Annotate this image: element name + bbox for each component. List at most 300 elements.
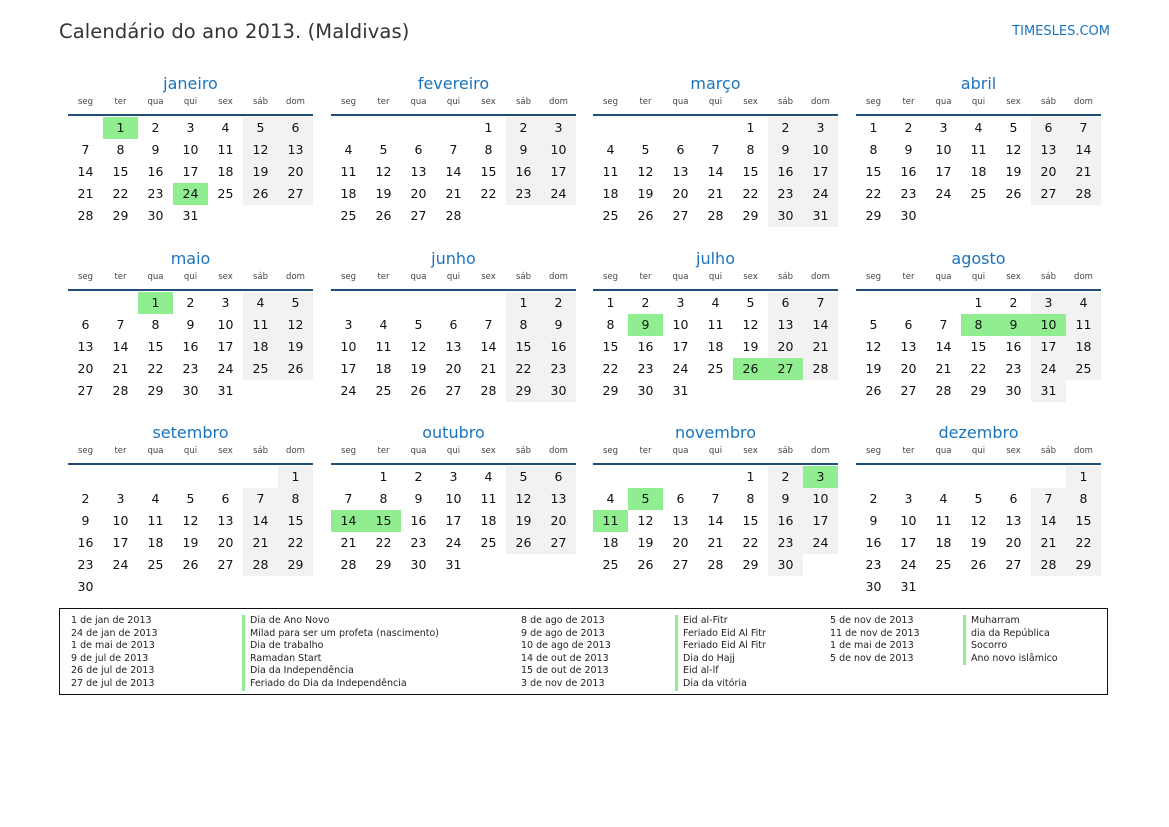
day-cell: 24	[112, 557, 129, 572]
day-cell: 25	[970, 186, 987, 201]
day-cell: 24	[935, 186, 952, 201]
day-cell: 17	[541, 161, 576, 183]
day-cell: 25	[1066, 358, 1101, 380]
days-grid	[68, 292, 313, 402]
month-name: junho	[431, 249, 476, 268]
month-name: novembro	[675, 423, 756, 442]
day-cell: 19	[637, 535, 654, 550]
weekday-label: seg	[602, 446, 619, 456]
day-cell: 17	[935, 164, 952, 179]
legend-holiday-name: Feriado Eid Al Fitr	[675, 628, 766, 641]
weekday-header	[68, 272, 313, 287]
day-cell: 29	[278, 554, 313, 576]
day-cell: 30	[768, 554, 803, 576]
holiday-day-cell: 5	[628, 488, 663, 510]
month-fevereiro	[331, 72, 576, 227]
day-cell: 5	[243, 117, 278, 139]
day-cell: 15	[480, 164, 497, 179]
day-cell: 1	[974, 295, 983, 310]
day-cell: 29	[1066, 554, 1101, 576]
day-cell: 6	[904, 317, 913, 332]
weekday-label: qui	[708, 446, 723, 456]
empty-cell	[593, 466, 628, 488]
day-cell: 27	[672, 208, 689, 223]
holiday-day-cell: 8	[961, 314, 996, 336]
day-cell: 13	[541, 488, 576, 510]
day-cell: 12	[637, 513, 654, 528]
weekday-label: sáb	[252, 446, 269, 456]
day-cell: 22	[375, 535, 392, 550]
empty-cell	[243, 466, 278, 488]
day-cell: 23	[768, 532, 803, 554]
day-cell: 1	[746, 120, 755, 135]
day-cell: 19	[970, 535, 987, 550]
day-cell: 5	[414, 317, 423, 332]
legend-date: 1 de mai de 2013	[830, 640, 914, 652]
day-cell: 20	[445, 361, 462, 376]
day-cell: 11	[707, 317, 724, 332]
day-cell: 5	[746, 295, 755, 310]
weekday-label: seg	[865, 272, 882, 282]
legend-holiday-name: Eid al-lf	[675, 665, 766, 678]
legend-date: 11 de nov de 2013	[830, 627, 920, 639]
weekday-label: qui	[183, 97, 198, 107]
day-cell: 20	[672, 535, 689, 550]
weekday-label: seg	[340, 97, 357, 107]
day-cell: 5	[1009, 120, 1018, 135]
empty-cell	[68, 466, 103, 488]
holiday-legend	[59, 608, 1108, 695]
weekday-label: ter	[639, 272, 652, 282]
day-cell: 30	[147, 208, 164, 223]
days-grid	[331, 292, 576, 402]
day-cell: 10	[217, 317, 234, 332]
day-cell: 30	[410, 557, 427, 572]
empty-cell	[663, 117, 698, 139]
header-rule	[593, 114, 838, 116]
day-cell: 2	[869, 491, 878, 506]
day-cell: 17	[182, 164, 199, 179]
day-cell: 9	[506, 139, 541, 161]
weekday-label: qui	[183, 446, 198, 456]
empty-cell	[366, 117, 401, 139]
day-cell: 15	[970, 339, 987, 354]
day-cell: 4	[243, 292, 278, 314]
day-cell: 28	[77, 208, 94, 223]
weekday-label: sáb	[1040, 446, 1057, 456]
day-cell: 27	[672, 557, 689, 572]
month-name: março	[690, 74, 741, 93]
day-cell: 19	[1005, 164, 1022, 179]
day-cell: 6	[676, 142, 685, 157]
day-cell: 14	[480, 339, 497, 354]
day-cell: 5	[278, 292, 313, 314]
day-cell: 4	[939, 491, 948, 506]
day-cell: 5	[869, 317, 878, 332]
day-cell: 12	[410, 339, 427, 354]
day-cell: 24	[340, 383, 357, 398]
day-cell: 9	[869, 513, 878, 528]
legend-holiday-name: Milad para ser um profeta (nascimento)	[242, 628, 439, 641]
day-cell: 15	[1066, 510, 1101, 532]
weekday-label: sex	[481, 446, 496, 456]
weekday-label: seg	[77, 446, 94, 456]
day-cell: 23	[410, 535, 427, 550]
weekday-label: ter	[377, 446, 390, 456]
day-cell: 15	[147, 339, 164, 354]
day-cell: 2	[768, 466, 803, 488]
empty-cell	[401, 117, 436, 139]
month-name: setembro	[152, 423, 229, 442]
weekday-label: qui	[446, 97, 461, 107]
empty-cell	[891, 466, 926, 488]
day-cell: 20	[1005, 535, 1022, 550]
empty-cell	[698, 117, 733, 139]
day-cell: 1	[506, 292, 541, 314]
day-cell: 6	[414, 142, 423, 157]
day-cell: 19	[410, 361, 427, 376]
day-cell: 1	[869, 120, 878, 135]
day-cell: 23	[77, 557, 94, 572]
day-cell: 7	[939, 317, 948, 332]
weekday-label: qua	[410, 272, 427, 282]
day-cell: 7	[484, 317, 493, 332]
legend-holiday-name: Dia de Ano Novo	[242, 615, 439, 628]
day-cell: 23	[900, 186, 917, 201]
day-cell: 26	[1005, 186, 1022, 201]
day-cell: 19	[637, 186, 654, 201]
day-cell: 29	[742, 557, 759, 572]
weekday-label: sáb	[252, 97, 269, 107]
month-name: dezembro	[938, 423, 1019, 442]
weekday-header	[856, 446, 1101, 461]
empty-cell	[663, 466, 698, 488]
weekday-label: sáb	[777, 97, 794, 107]
weekday-label: qui	[708, 97, 723, 107]
weekday-label: qui	[446, 446, 461, 456]
day-cell: 1	[746, 469, 755, 484]
day-cell: 8	[1066, 488, 1101, 510]
legend-date: 15 de out de 2013	[521, 665, 609, 677]
day-cell: 9	[768, 488, 803, 510]
weekday-label: dom	[286, 97, 305, 107]
weekday-label: dom	[1074, 272, 1093, 282]
day-cell: 9	[904, 142, 913, 157]
holiday-day-cell: 27	[768, 358, 803, 380]
legend-holiday-name: Dia do Hajj	[675, 653, 766, 666]
empty-cell	[628, 466, 663, 488]
day-cell: 31	[445, 557, 462, 572]
day-cell: 24	[1031, 358, 1066, 380]
holiday-day-cell: 11	[593, 510, 628, 532]
day-cell: 8	[484, 142, 493, 157]
weekday-label: ter	[902, 97, 915, 107]
day-cell: 10	[340, 339, 357, 354]
day-cell: 29	[375, 557, 392, 572]
header-rule	[593, 289, 838, 291]
day-cell: 26	[243, 183, 278, 205]
day-cell: 20	[672, 186, 689, 201]
day-cell: 30	[865, 579, 882, 594]
day-cell: 16	[77, 535, 94, 550]
day-cell: 4	[221, 120, 230, 135]
month-name: janeiro	[163, 74, 218, 93]
day-cell: 7	[81, 142, 90, 157]
day-cell: 5	[506, 466, 541, 488]
day-cell: 18	[480, 513, 497, 528]
month-name: outubro	[422, 423, 485, 442]
day-cell: 15	[112, 164, 129, 179]
day-cell: 2	[904, 120, 913, 135]
header-rule	[331, 114, 576, 116]
day-cell: 22	[147, 361, 164, 376]
day-cell: 26	[865, 383, 882, 398]
day-cell: 2	[768, 117, 803, 139]
day-cell: 21	[803, 336, 838, 358]
weekday-label: ter	[377, 97, 390, 107]
empty-cell	[471, 292, 506, 314]
weekday-label: sáb	[1040, 272, 1057, 282]
days-grid	[331, 466, 576, 576]
day-cell: 27	[445, 383, 462, 398]
day-cell: 28	[707, 557, 724, 572]
day-cell: 6	[1009, 491, 1018, 506]
days-grid	[593, 466, 838, 576]
weekday-label: sex	[218, 97, 233, 107]
day-cell: 12	[278, 314, 313, 336]
day-cell: 1	[484, 120, 493, 135]
weekday-label: seg	[865, 97, 882, 107]
legend-date: 3 de nov de 2013	[521, 677, 605, 689]
weekday-header	[331, 97, 576, 112]
day-cell: 18	[602, 535, 619, 550]
day-cell: 25	[707, 361, 724, 376]
day-cell: 24	[803, 183, 838, 205]
day-cell: 3	[541, 117, 576, 139]
days-grid	[593, 117, 838, 227]
day-cell: 6	[541, 466, 576, 488]
day-cell: 10	[803, 488, 838, 510]
weekday-header	[856, 97, 1101, 112]
day-cell: 13	[672, 164, 689, 179]
day-cell: 6	[676, 491, 685, 506]
empty-cell	[103, 466, 138, 488]
empty-cell	[436, 292, 471, 314]
weekday-label: ter	[639, 446, 652, 456]
legend-dates-column	[830, 615, 920, 665]
weekday-header	[331, 446, 576, 461]
day-cell: 14	[707, 164, 724, 179]
day-cell: 22	[278, 532, 313, 554]
day-cell: 25	[602, 208, 619, 223]
weekday-label: qui	[971, 272, 986, 282]
legend-date: 5 de nov de 2013	[830, 652, 914, 664]
weekday-label: seg	[340, 272, 357, 282]
day-cell: 21	[1066, 161, 1101, 183]
day-cell: 6	[1031, 117, 1066, 139]
day-cell: 11	[935, 513, 952, 528]
day-cell: 25	[147, 557, 164, 572]
empty-cell	[891, 292, 926, 314]
day-cell: 12	[1005, 142, 1022, 157]
empty-cell	[856, 292, 891, 314]
day-cell: 11	[375, 339, 392, 354]
day-cell: 30	[900, 208, 917, 223]
day-cell: 7	[711, 142, 720, 157]
day-cell: 28	[935, 383, 952, 398]
month-novembro	[593, 421, 838, 576]
holiday-day-cell: 3	[803, 466, 838, 488]
day-cell: 8	[278, 488, 313, 510]
legend-holiday-name: Feriado do Dia da Independência	[242, 678, 439, 691]
day-cell: 20	[410, 186, 427, 201]
day-cell: 18	[375, 361, 392, 376]
day-cell: 5	[186, 491, 195, 506]
day-cell: 8	[746, 142, 755, 157]
days-grid	[68, 117, 313, 227]
day-cell: 27	[278, 183, 313, 205]
legend-holiday-name: Ano novo islâmico	[963, 653, 1058, 666]
day-cell: 12	[637, 164, 654, 179]
day-cell: 31	[1031, 380, 1066, 402]
day-cell: 7	[803, 292, 838, 314]
day-cell: 26	[182, 557, 199, 572]
day-cell: 12	[742, 317, 759, 332]
weekday-label: seg	[602, 272, 619, 282]
day-cell: 29	[602, 383, 619, 398]
day-cell: 21	[445, 186, 462, 201]
day-cell: 11	[970, 142, 987, 157]
weekday-header	[593, 446, 838, 461]
day-cell: 21	[480, 361, 497, 376]
day-cell: 12	[243, 139, 278, 161]
day-cell: 2	[641, 295, 650, 310]
weekday-label: qui	[446, 272, 461, 282]
day-cell: 15	[865, 164, 882, 179]
weekday-label: sex	[1006, 97, 1021, 107]
day-cell: 22	[602, 361, 619, 376]
month-maio	[68, 247, 313, 402]
weekday-label: sex	[218, 446, 233, 456]
empty-cell	[436, 117, 471, 139]
day-cell: 4	[344, 142, 353, 157]
empty-cell	[331, 466, 366, 488]
day-cell: 14	[935, 339, 952, 354]
day-cell: 8	[869, 142, 878, 157]
weekday-label: qua	[147, 446, 164, 456]
weekday-label: sáb	[515, 272, 532, 282]
day-cell: 7	[1031, 488, 1066, 510]
day-cell: 24	[445, 535, 462, 550]
day-cell: 16	[182, 339, 199, 354]
day-cell: 4	[1066, 292, 1101, 314]
day-cell: 31	[672, 383, 689, 398]
day-cell: 27	[1031, 183, 1066, 205]
weekday-label: qui	[708, 272, 723, 282]
empty-cell	[138, 466, 173, 488]
month-março	[593, 72, 838, 227]
empty-cell	[401, 292, 436, 314]
day-cell: 14	[1066, 139, 1101, 161]
day-cell: 22	[1066, 532, 1101, 554]
day-cell: 14	[707, 513, 724, 528]
days-grid	[331, 117, 576, 227]
day-cell: 18	[243, 336, 278, 358]
weekday-header	[68, 446, 313, 461]
day-cell: 2	[1009, 295, 1018, 310]
holiday-day-cell: 14	[331, 510, 366, 532]
day-cell: 25	[217, 186, 234, 201]
weekday-label: sáb	[252, 272, 269, 282]
day-cell: 11	[243, 314, 278, 336]
weekday-label: dom	[286, 446, 305, 456]
day-cell: 5	[974, 491, 983, 506]
header-rule	[68, 289, 313, 291]
day-cell: 19	[506, 510, 541, 532]
weekday-label: sex	[481, 97, 496, 107]
weekday-label: qua	[935, 97, 952, 107]
empty-cell	[593, 117, 628, 139]
legend-date: 1 de mai de 2013	[71, 640, 155, 652]
day-cell: 21	[340, 535, 357, 550]
day-cell: 25	[935, 557, 952, 572]
empty-cell	[331, 117, 366, 139]
day-cell: 24	[672, 361, 689, 376]
days-grid	[856, 466, 1101, 598]
day-cell: 14	[803, 314, 838, 336]
day-cell: 27	[77, 383, 94, 398]
legend-names-column	[675, 615, 766, 691]
day-cell: 10	[900, 513, 917, 528]
day-cell: 12	[970, 513, 987, 528]
day-cell: 2	[541, 292, 576, 314]
day-cell: 21	[112, 361, 129, 376]
weekday-label: sex	[218, 272, 233, 282]
day-cell: 20	[77, 361, 94, 376]
day-cell: 10	[803, 139, 838, 161]
weekday-label: ter	[639, 97, 652, 107]
empty-cell	[1031, 466, 1066, 488]
day-cell: 7	[1066, 117, 1101, 139]
day-cell: 20	[900, 361, 917, 376]
day-cell: 8	[151, 317, 160, 332]
weekday-label: qui	[183, 272, 198, 282]
day-cell: 30	[77, 579, 94, 594]
day-cell: 18	[1066, 336, 1101, 358]
day-cell: 16	[1005, 339, 1022, 354]
day-cell: 31	[900, 579, 917, 594]
day-cell: 4	[711, 295, 720, 310]
day-cell: 17	[900, 535, 917, 550]
day-cell: 13	[217, 513, 234, 528]
day-cell: 19	[278, 336, 313, 358]
day-cell: 7	[449, 142, 458, 157]
day-cell: 16	[768, 510, 803, 532]
day-cell: 4	[379, 317, 388, 332]
day-cell: 23	[541, 358, 576, 380]
day-cell: 30	[768, 205, 803, 227]
day-cell: 28	[340, 557, 357, 572]
weekday-label: dom	[549, 272, 568, 282]
day-cell: 18	[707, 339, 724, 354]
site-link[interactable]: TIMESLES.COM	[1012, 24, 1110, 39]
weekday-label: dom	[811, 272, 830, 282]
empty-cell	[366, 292, 401, 314]
weekday-label: qua	[410, 97, 427, 107]
day-cell: 29	[147, 383, 164, 398]
day-cell: 21	[707, 535, 724, 550]
day-cell: 18	[340, 186, 357, 201]
